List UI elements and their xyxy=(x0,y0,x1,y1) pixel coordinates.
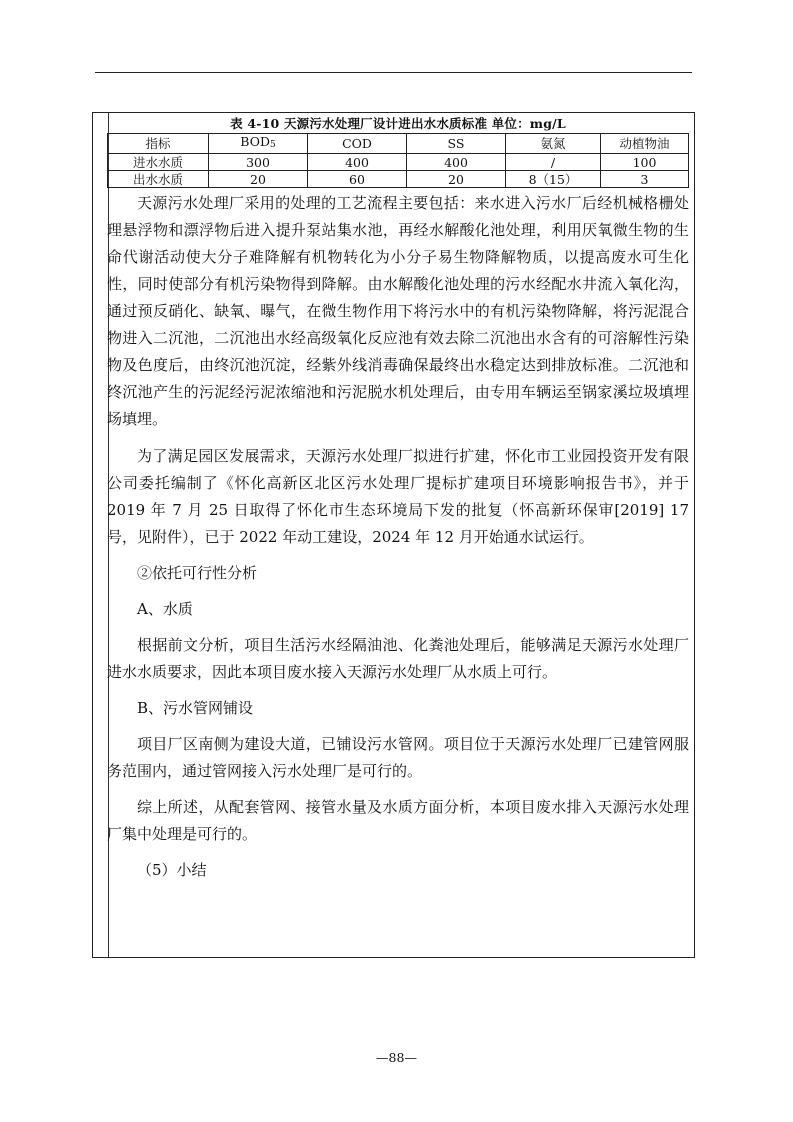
header-rule xyxy=(95,72,692,73)
subheading-water-quality: A、水质 xyxy=(137,600,193,618)
table-cell: 100 xyxy=(601,154,689,171)
table-cell: 400 xyxy=(407,154,506,171)
page-number: —88— xyxy=(376,1050,417,1065)
paragraph-expansion: 为了满足园区发展需求，天源污水处理厂拟进行扩建，怀化市工业园投资开发有限公司委托编制了《怀化高新区北区污水处理厂提标扩建项目环境影响报告书》，并于 2019 年 7 月 25 日取得了怀化市生态环境局下发的批复（怀高新环保审[2019] 17 号，见附件），已于 2022 年动工建设，2024 年 12 月开始通水试运行。 xyxy=(107,447,689,546)
row-label: 进水水质 xyxy=(108,154,209,171)
header-ss: SS xyxy=(407,134,506,154)
subheading-feasibility: ②依托可行性分析 xyxy=(137,564,258,582)
body-content xyxy=(107,190,689,884)
header-cod: COD xyxy=(308,134,407,154)
table-cell: / xyxy=(506,154,601,171)
table-row xyxy=(108,171,689,188)
table-cell: 300 xyxy=(209,154,308,171)
subheading-summary: （5）小结 xyxy=(137,861,207,879)
row-label: 出水水质 xyxy=(108,171,209,188)
table-header-row xyxy=(108,134,689,154)
table-cell: 20 xyxy=(407,171,506,188)
table-row xyxy=(108,154,689,171)
table-cell: 3 xyxy=(601,171,689,188)
water-quality-table xyxy=(107,133,689,188)
header-oil: 动植物油 xyxy=(601,134,689,154)
table-cell: 60 xyxy=(308,171,407,188)
header-ammonia: 氨氮 xyxy=(506,134,601,154)
table-cell: 8（15） xyxy=(506,171,601,188)
table-cell: 20 xyxy=(209,171,308,188)
paragraph-sewer-network: 项目厂区南侧为建设大道，已铺设污水管网。项目位于天源污水处理厂已建管网服务范围内，通过管网接入污水处理厂是可行的。 xyxy=(107,735,689,780)
header-bod: $BOD_5$ xyxy=(209,134,308,154)
table-cell: 400 xyxy=(308,154,407,171)
paragraph-conclusion: 综上所述，从配套管网、接管水量及水质方面分析，本项目废水排入天源污水处理厂集中处理是可行的。 xyxy=(107,798,689,843)
paragraph-process: 天源污水处理厂采用的处理的工艺流程主要包括：来水进入污水厂后经机械格栅处理悬浮物和漂浮物后进入提升泵站集水池，再经水解酸化池处理，利用厌氧微生物的生命代谢活动使大分子难降解有机物转化为小分子易生物降解物质，以提高废水可生化性，同时使部分有机污染物得到降解。由水解酸化池处理的污水经配水井流入氧化沟，通过预反硝化、缺氧、曝气，在微生物作用下将污水中的有机污染物降解，将污泥混合物进入二沉池，二沉池出水经高级氧化反应池有效去除二沉池出水含有的可溶解性污染物及色度后，由终沉池沉淀，经紫外线消毒确保最终出水稳定达到排放标准。二沉池和终沉池产生的污泥经污泥浓缩池和污泥脱水机处理后，由专用车辆运至锅家溪垃圾填埋场填埋。 xyxy=(107,194,689,428)
paragraph-water-quality: 根据前文分析，项目生活污水经隔油池、化粪池处理后，能够满足天源污水处理厂进水水质要求，因此本项目废水接入天源污水处理厂从水质上可行。 xyxy=(107,636,689,681)
header-indicator: 指标 xyxy=(108,134,209,154)
table-title: 表 4-10 天源污水处理厂设计进出水水质标准 单位：mg/L xyxy=(230,116,566,131)
subheading-sewer-network: B、污水管网铺设 xyxy=(137,699,254,717)
